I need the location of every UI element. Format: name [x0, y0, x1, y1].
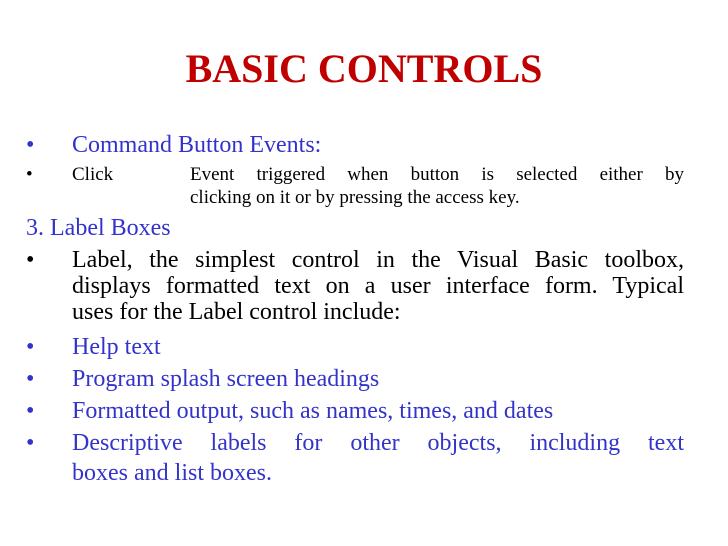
- click-term: Click: [72, 164, 114, 185]
- bullet-marker: •: [26, 334, 35, 360]
- bullet-marker: •: [26, 430, 35, 456]
- list-item-text: Formatted output, such as names, times, and dates: [72, 398, 554, 424]
- list-item-line: boxes and list boxes.: [72, 460, 272, 486]
- click-description-line: Event triggered when button is selected either by: [190, 164, 684, 185]
- bullet-marker: •: [26, 366, 35, 392]
- list-item-text: Help text: [72, 334, 161, 360]
- click-description-line: clicking on it or by pressing the access key.: [190, 187, 520, 208]
- section-heading: 3. Label Boxes: [26, 215, 171, 241]
- slide-title: BASIC CONTROLS: [185, 46, 543, 91]
- click-description: [190, 163, 684, 209]
- list-item-text: Program splash screen headings: [72, 366, 380, 392]
- label-description-text: [72, 247, 684, 325]
- paragraph-line: Label, the simplest control in the Visual Basic toolbox,: [72, 247, 684, 273]
- command-button-events-label: Command Button Events:: [72, 132, 322, 158]
- bullet-marker: •: [26, 132, 35, 158]
- bullet-marker: •: [26, 247, 35, 273]
- bullet-marker: •: [26, 164, 33, 185]
- list-item-line: Descriptive labels for other objects, including text: [72, 430, 684, 456]
- list-item-text: [72, 428, 684, 488]
- paragraph-line: displays formatted text on a user interface form. Typical: [72, 273, 684, 299]
- paragraph-line: uses for the Label control include:: [72, 299, 401, 325]
- bullet-marker: •: [26, 398, 35, 424]
